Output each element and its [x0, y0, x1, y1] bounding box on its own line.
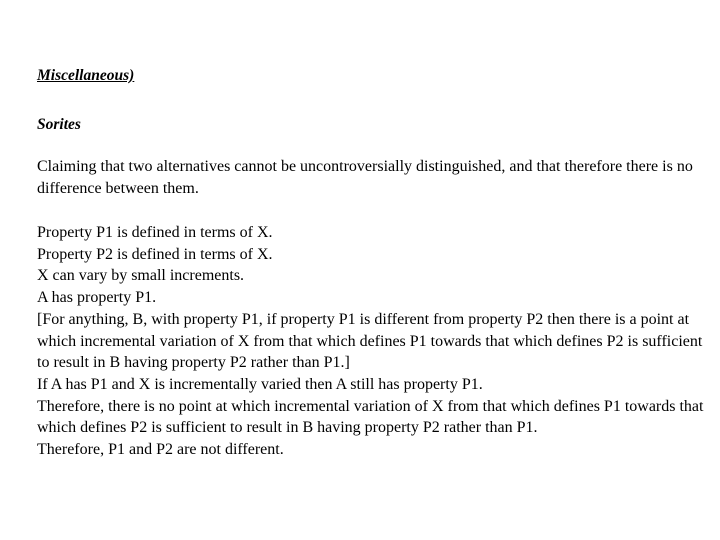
- argument-line: [For anything, B, with property P1, if property P1 is different from property P2 then there is a point at which incremental variation of X from that which defines P1 towards that which defines P2 is sufficient to result in B having property P2 rather than P1.]: [37, 310, 703, 372]
- argument-line: If A has P1 and X is incrementally varied then A still has property P1.: [37, 375, 483, 393]
- argument-line: A has property P1.: [37, 289, 157, 307]
- argument-line: Therefore, there is no point at which incremental variation of X from that which defines P1 towards that which defines P2 is sufficient to result in B having property P2 rather than P1.: [37, 397, 704, 437]
- fallacy-definition: Claiming that two alternatives cannot be uncontroversially distinguished, and that therefore there is no difference between them.: [37, 158, 693, 197]
- argument-line: Property P2 is defined in terms of X.: [37, 245, 273, 263]
- argument-line: Property P1 is defined in terms of X.: [37, 224, 273, 241]
- document-page: [37, 66, 707, 461]
- argument-block: [37, 222, 707, 461]
- section-title: Miscellaneous): [37, 67, 135, 84]
- fallacy-heading: Sorites: [37, 116, 81, 133]
- argument-line: Therefore, P1 and P2 are not different.: [37, 441, 284, 459]
- argument-line: X can vary by small increments.: [37, 267, 245, 285]
